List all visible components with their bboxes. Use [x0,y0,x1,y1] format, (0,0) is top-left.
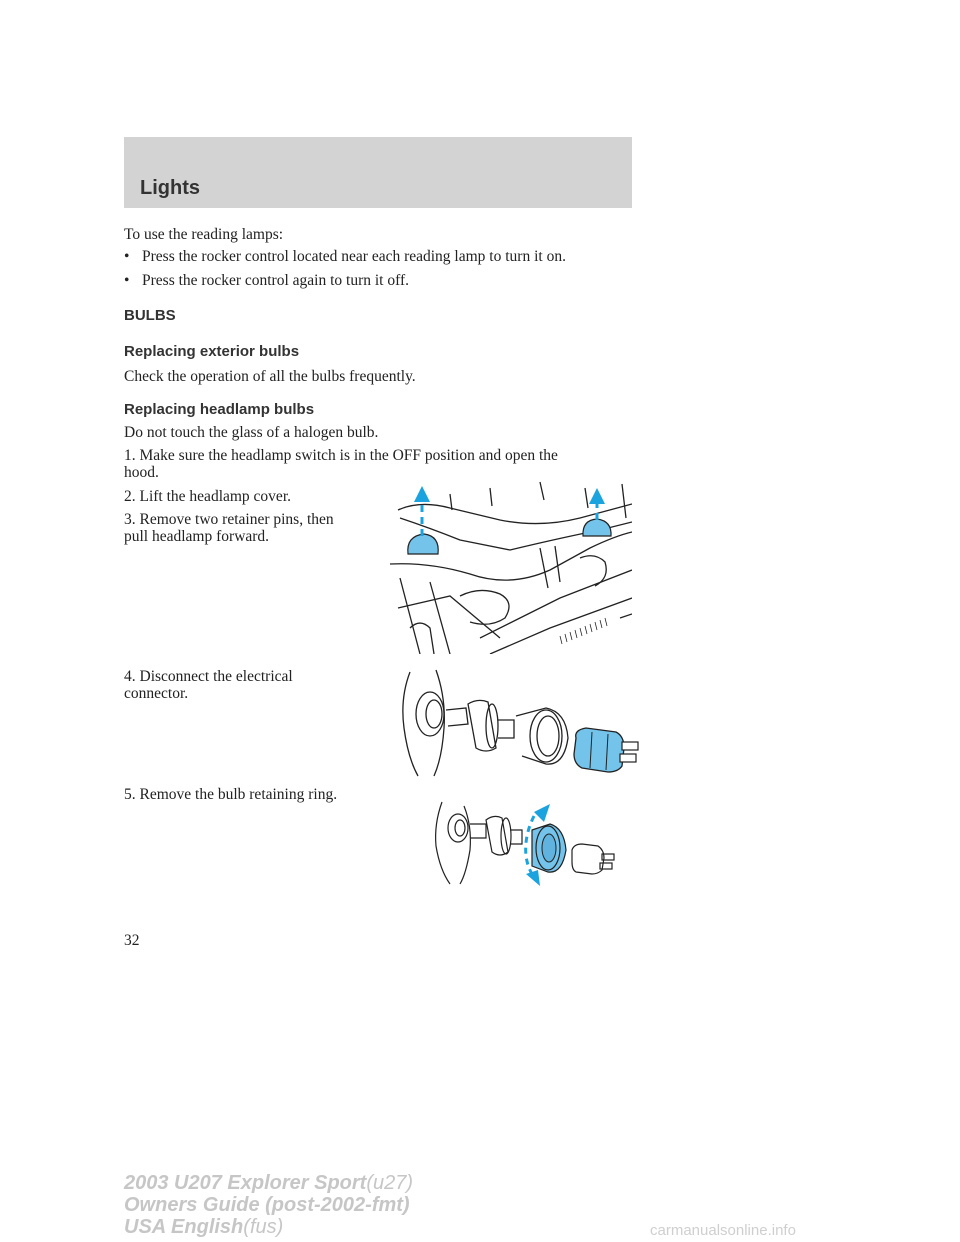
bullet-glyph: • [124,248,130,265]
disconnect-connector-illustration [396,668,642,778]
step-4-line-1: 4. Disconnect the electrical [124,668,293,685]
step-4-line-2: connector. [124,685,189,702]
section-header-band [124,137,632,208]
subheading-headlamp-bulbs: Replacing headlamp bulbs [124,401,315,418]
intro-text: To use the reading lamps: [124,226,284,243]
remove-retaining-ring-illustration [428,800,624,886]
footer-line-3 [124,1216,413,1238]
bullet-text: Press the rocker control again to turn it off. [142,272,410,289]
exterior-bulbs-text: Check the operation of all the bulbs frequently. [124,368,416,385]
watermark: carmanualsonline.info [650,1222,796,1239]
footer-vehicle: 2003 U207 Explorer Sport [124,1172,367,1194]
footer-line-1 [124,1172,413,1194]
document-footer [124,1172,413,1238]
footer-language-code: (fus) [243,1216,284,1238]
footer-vehicle-code: (u27) [366,1172,414,1194]
step-2-text: 2. Lift the headlamp cover. [124,488,291,505]
page-number: 32 [124,932,140,949]
bullet-glyph: • [124,272,130,289]
footer-language: USA English [124,1216,244,1238]
step-3-line-2: pull headlamp forward. [124,528,270,545]
step-3-line-1: 3. Remove two retainer pins, then [124,511,334,528]
subheading-exterior-bulbs: Replacing exterior bulbs [124,343,300,360]
section-heading-bulbs: BULBS [124,307,176,324]
footer-guide-format: Owners Guide (post-2002-fmt) [124,1194,410,1216]
step-1-line-2: hood. [124,464,159,481]
section-title: Lights [140,177,200,199]
step-5-text: 5. Remove the bulb retaining ring. [124,786,338,803]
footer-line-2 [124,1194,413,1216]
step-1-line-1: 1. Make sure the headlamp switch is in the OFF position and open the [124,447,558,464]
bullet-text: Press the rocker control located near each reading lamp to turn it on. [142,248,566,265]
headlamp-retainer-pins-illustration [390,478,632,654]
headlamp-warning-text: Do not touch the glass of a halogen bulb. [124,424,379,441]
